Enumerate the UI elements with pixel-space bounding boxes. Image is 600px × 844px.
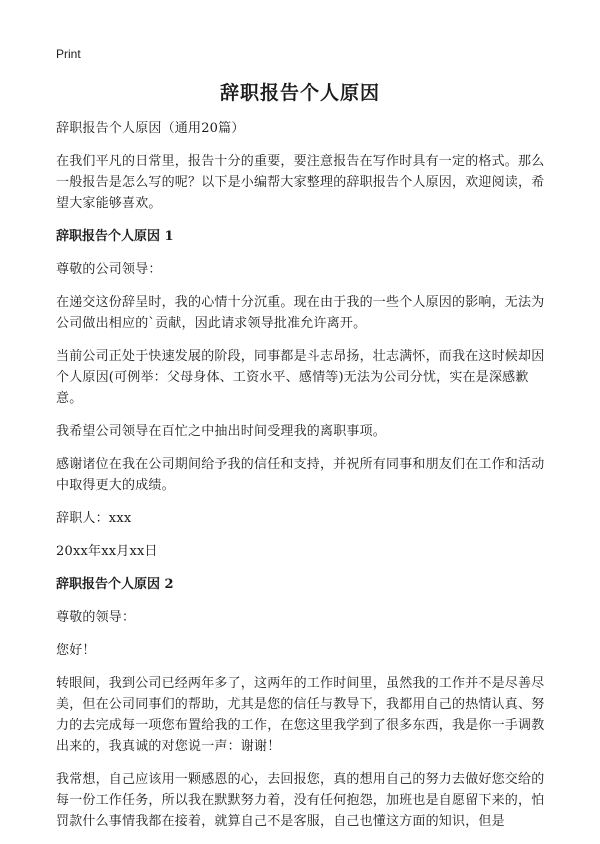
subtitle: 辞职报告个人原因（通用20篇） — [56, 121, 245, 136]
salutation: 尊敬的领导： — [56, 610, 136, 625]
intro-paragraph: 在我们平凡的日常里，报告十分的重要，要注意报告在写作时具有一定的格式。那么一般报告是怎么写的呢？以下是小编帮大家整理的辞职报告个人原因，欢迎阅读，希望大家能够喜欢。 — [56, 154, 545, 211]
salutation: 尊敬的公司领导： — [56, 262, 162, 277]
paragraph: 感谢诸位在我在公司期间给予我的信任和支持，并祝所有同事和朋友们在工作和活动中取得更大的成绩。 — [56, 457, 545, 493]
paragraph: 当前公司正处于快速发展的阶段，同事都是斗志昂扬，壮志满怀，而我在这时候却因个人原因(可例举：父母身体、工资水平、感情等)无法为公司分忧，实在是深感歉意。 — [56, 349, 545, 406]
section-heading: 辞职报告个人原因 2 — [56, 577, 174, 592]
date: 20xx年xx月xx日 — [56, 544, 158, 559]
page-title: 辞职报告个人原因 — [219, 82, 380, 104]
document-body — [56, 118, 546, 844]
section-heading: 辞职报告个人原因 1 — [56, 229, 174, 244]
signer: 辞职人：xxx — [56, 511, 132, 526]
print-link[interactable]: Print — [56, 47, 81, 61]
paragraph: 转眼间，我到公司已经两年多了，这两年的工作时间里，虽然我的工作并不是尽善尽美，但在公司同事们的帮助，尤其是您的信任与教导下，我都用自己的热情认真、努力的去完成每一项您布置给我的工作，在您这里我学到了很多东西，我是你一手调教出来的，我真诚的对您说一声：谢谢！ — [56, 676, 545, 754]
greeting: 您好！ — [56, 643, 96, 658]
paragraph: 我常想，自己应该用一颗感恩的心，去回报您，真的想用自己的努力去做好您交给的每一份工作任务，所以我在默默努力着，没有任何抱怨，加班也是自愿留下来的，怕罚款什么事情我都在接着，就算自己不是客服，自己也懂这方面的知识，但是 — [56, 772, 545, 829]
paragraph: 我希望公司领导在百忙之中抽出时间受理我的离职事项。 — [56, 424, 387, 439]
paragraph: 在递交这份辞呈时，我的心情十分沉重。现在由于我的一些个人原因的影响，无法为公司做出相应的`贡献，因此请求领导批准允许离开。 — [56, 295, 545, 331]
